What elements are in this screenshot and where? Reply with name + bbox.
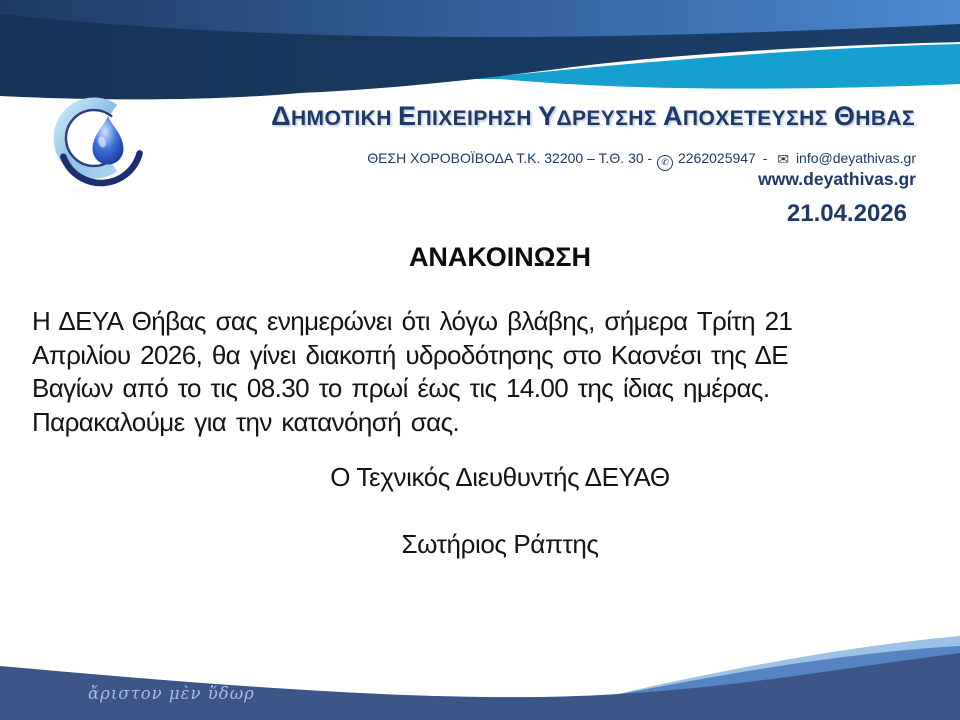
address-separator: -: [762, 150, 768, 166]
footer-motto: ἄριστον μὲν ὕδωρ: [88, 684, 255, 703]
org-address-line: [180, 150, 916, 171]
email-address: info@deyathivas.gr: [795, 150, 916, 166]
org-name: ΔΗΜΟΤΙΚΗ ΕΠΙΧΕΙΡΗΣΗ ΥΔΡΕΥΣΗΣ ΑΠΟΧΕΤΕΥΣΗΣ ΘΗΒΑΣ: [271, 101, 915, 131]
footer-wave-graphic: [0, 620, 960, 720]
website-url: www.deyathivas.gr: [758, 169, 916, 189]
signature-role: Ο Τεχνικός Διευθυντής ΔΕΥΑΘ: [330, 462, 670, 492]
phone-number: 2262025947: [677, 150, 756, 166]
body-line: Απριλίου 2026, θα γίνει διακοπή υδροδότησης στο Κασνέσι της ΔΕ: [32, 339, 789, 370]
phone-icon: ✆: [657, 155, 673, 171]
document-date: 21.04.2026: [786, 200, 907, 227]
body-line: Παρακαλούμε για την κατανόησή σας.: [32, 406, 460, 437]
announcement-title: ΑΝΑΚΟΙΝΩΣΗ: [408, 242, 592, 272]
body-line: Βαγίων από το τις 08.30 το πρωί έως τις 14.00 της ίδιας ημέρας.: [32, 373, 770, 403]
announcement-body: [32, 305, 930, 439]
address-text: ΘΕΣΗ ΧΟΡΟΒΟΪΒΟΔΑ Τ.Κ. 32200 – Τ.Θ. 30 -: [367, 150, 653, 166]
company-logo: [48, 94, 156, 192]
signature-name: Σωτήριος Ράπτης: [401, 529, 599, 559]
body-line: Η ΔΕΥΑ Θήβας σας ενημερώνει ότι λόγω βλάβης, σήμερα Τρίτη 21: [32, 306, 793, 336]
email-icon: ✉: [777, 151, 790, 167]
